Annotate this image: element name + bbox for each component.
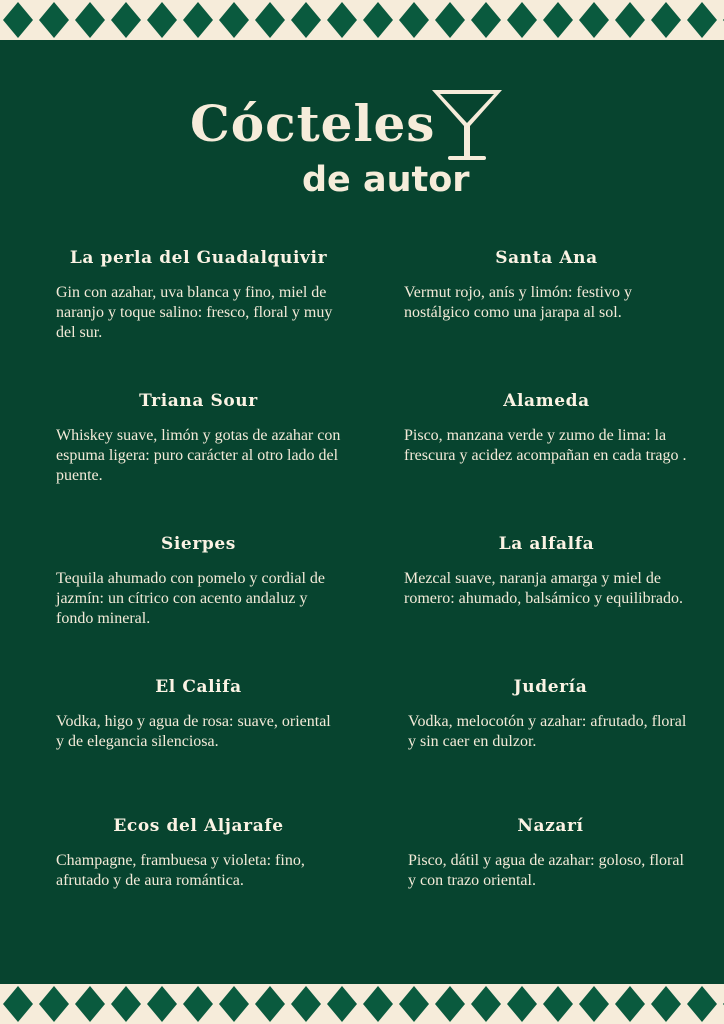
cocktail-item: [56, 676, 341, 752]
cocktail-description: Gin con azahar, uva blanca y fino, miel de naranjo y toque salino: fresco, floral y muy del sur.: [56, 284, 333, 341]
cocktail-description: Mezcal suave, naranja amarga y miel de romero: ahumado, balsámico y equilibrado.: [404, 570, 684, 607]
cocktail-item: [408, 815, 693, 891]
cocktail-item: [404, 390, 689, 466]
cocktail-description: Pisco, dátil y agua de azahar: goloso, floral y con trazo oriental.: [408, 852, 684, 889]
cocktail-description: Vodka, higo y agua de rosa: suave, oriental y de elegancia silenciosa.: [56, 713, 331, 750]
cocktail-name: Sierpes: [161, 534, 236, 554]
cocktail-item: [404, 533, 689, 609]
cocktail-name: Nazarí: [517, 816, 584, 836]
cocktail-item: [56, 247, 341, 343]
cocktail-description: Tequila ahumado con pomelo y cordial de jazmín: un cítrico con acento andaluz y fondo mineral.: [56, 570, 326, 627]
cocktail-name: Triana Sour: [139, 391, 258, 411]
cocktail-description: Pisco, manzana verde y zumo de lima: la frescura y acidez acompañan en cada trago .: [404, 427, 687, 464]
cocktail-item: [404, 247, 689, 323]
menu-subtitle: de autor: [302, 160, 470, 200]
cocktail-description: Vodka, melocotón y azahar: afrutado, floral y sin caer en dulzor.: [408, 713, 687, 750]
cocktail-name: Santa Ana: [495, 248, 598, 268]
cocktail-item: [56, 390, 341, 486]
cocktail-name: La alfalfa: [498, 534, 595, 554]
bottom-decorative-border: [0, 984, 724, 1024]
cocktail-glass-icon: [428, 88, 506, 164]
cocktail-name: El Califa: [155, 677, 242, 697]
diamond-pattern-bottom: [0, 984, 724, 1024]
cocktail-item: [408, 676, 693, 752]
cocktail-item: [56, 815, 341, 891]
cocktail-name: Ecos del Aljarafe: [113, 816, 284, 836]
cocktail-name: Judería: [513, 677, 588, 697]
cocktail-name: Alameda: [503, 391, 590, 411]
cocktail-description: Champagne, frambuesa y violeta: fino, afrutado y de aura romántica.: [56, 852, 305, 889]
cocktail-description: Vermut rojo, anís y limón: festivo y nostálgico como una jarapa al sol.: [404, 284, 632, 321]
top-decorative-border: [0, 0, 724, 40]
menu-header: [0, 88, 724, 208]
cocktail-description: Whiskey suave, limón y gotas de azahar con espuma ligera: puro carácter al otro lado del puente.: [56, 427, 341, 484]
diamond-pattern-top: [0, 0, 724, 40]
menu-title: Cócteles: [190, 94, 436, 153]
cocktail-item: [56, 533, 341, 629]
cocktail-name: La perla del Guadalquivir: [69, 248, 328, 268]
